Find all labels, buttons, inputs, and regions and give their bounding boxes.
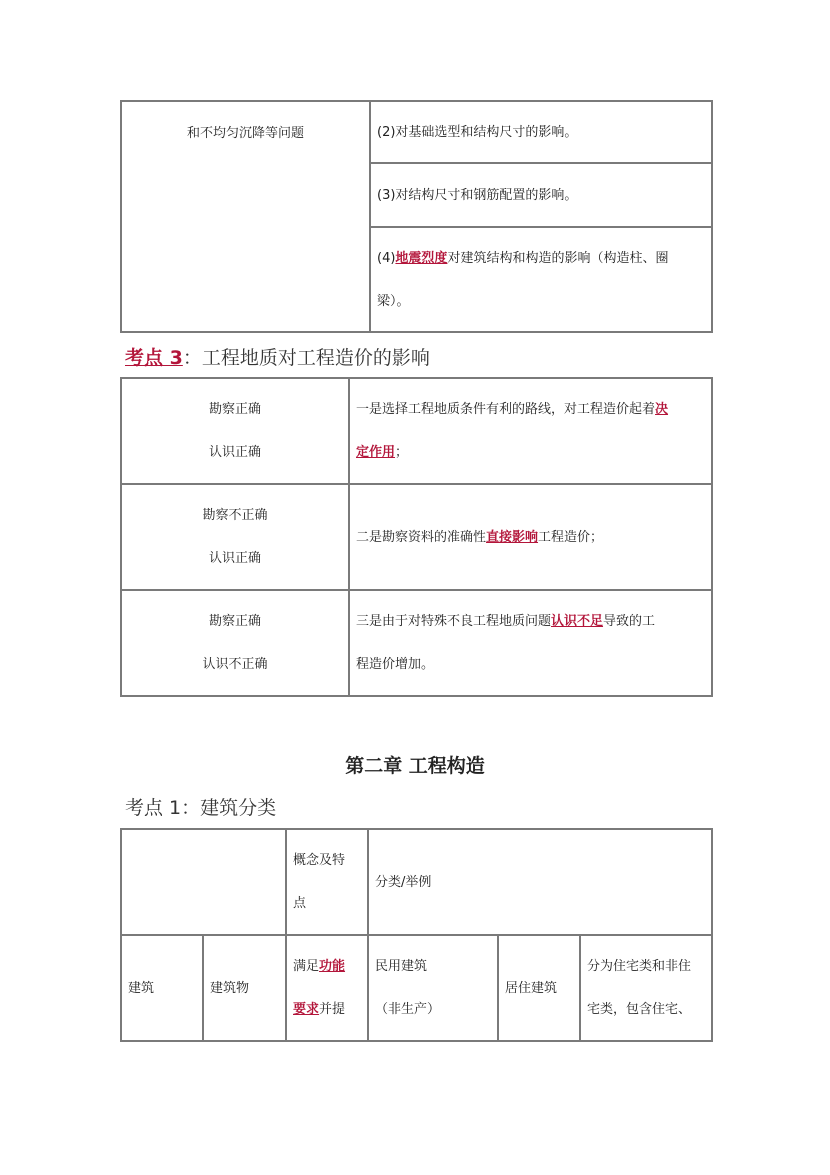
table2-row3-left-line2: 认识不正确 [202, 657, 268, 672]
table2-row3-right-post: 导致的工 [603, 614, 656, 629]
table1-row4-prefix: (4) [377, 250, 396, 266]
table1-left-text: 和不均匀沉降等问题 [186, 126, 304, 141]
table3-row-col2 [203, 935, 286, 1041]
table2-row2-left [121, 484, 349, 590]
table1-row3-text: (3)对结构尺寸和钢筋配置的影响。 [377, 187, 578, 203]
table1-row4 [370, 227, 712, 332]
table2-row3-left [121, 590, 349, 696]
table1-row2-text: (2)对基础选型和结构尺寸的影响。 [377, 124, 578, 140]
table1-left-cell [121, 101, 370, 332]
table3-header-concept [286, 829, 368, 935]
table3-row-col3-hl2: 要求 [293, 1002, 320, 1017]
table3-row-col6 [580, 935, 712, 1041]
table2-row2-left-line1: 勘察不正确 [202, 508, 268, 523]
table2-row1-right-hl1: 决 [655, 402, 669, 417]
table3-row-col6-line2: 宅类，包含住宅、 [587, 1002, 692, 1017]
table3-header-concept-line2: 点 [293, 896, 307, 911]
table3-row-col5-text: 居住建筑 [505, 980, 558, 996]
table1-row2 [370, 101, 712, 163]
geology-cost-table [120, 377, 713, 697]
table2-row1-right-post: ； [395, 445, 409, 460]
heading3-rest: ：工程地质对工程造价的影响 [182, 347, 430, 369]
table3-row-col3 [286, 935, 368, 1041]
table2-row1-right [349, 378, 712, 484]
section-heading-1: 考点 1：建筑分类 [125, 797, 277, 819]
table2-row3-right-hl: 认识不足 [551, 614, 604, 629]
table2-row3-right-line2: 程造价增加。 [356, 657, 435, 672]
table2-row1-left [121, 378, 349, 484]
table1-row4-highlight: 地震烈度 [395, 250, 448, 266]
table3-row-col4-line1: 民用建筑 [375, 959, 428, 974]
foundation-impact-table [120, 100, 713, 333]
table3-header-class [368, 829, 712, 935]
table2-row1-right-hl2: 定作用 [356, 445, 396, 460]
table2-row2-right-pre: 二是勘察资料的准确性 [356, 529, 487, 545]
table3-row-col3-pre: 满足 [293, 959, 320, 974]
section-heading-3 [125, 343, 430, 370]
table2-row3-right [349, 590, 712, 696]
building-classification-table [120, 828, 713, 1042]
table1-row4-line2: 梁）。 [377, 293, 410, 309]
table3-header-empty [121, 829, 286, 935]
table3-row-col4 [368, 935, 498, 1041]
table2-row2-left-line2: 认识正确 [208, 551, 261, 566]
table2-row3-left-line1: 勘察正确 [208, 614, 261, 629]
chapter-title: 第二章 工程构造 [345, 755, 485, 777]
table2-row2-right-hl: 直接影响 [486, 529, 539, 545]
table3-row-col1 [121, 935, 203, 1041]
table3-row-col2-text: 建筑物 [210, 980, 250, 996]
table3-row-col1-text: 建筑 [128, 980, 155, 996]
table3-row-col3-hl1: 功能 [319, 959, 346, 974]
table3-row-col6-line1: 分为住宅类和非住 [587, 959, 692, 974]
heading3-key: 考点 3 [125, 347, 183, 369]
table3-row-col5 [498, 935, 580, 1041]
table2-row2-right [349, 484, 712, 590]
table3-header-concept-line1: 概念及特 [293, 853, 346, 868]
table2-row1-left-line2: 认识正确 [208, 445, 261, 460]
table3-row-col3-post: 并提 [319, 1002, 346, 1017]
table2-row1-right-pre: 一是选择工程地质条件有利的路线，对工程造价起着 [356, 402, 656, 417]
table1-row3 [370, 163, 712, 227]
table3-row-col4-line2: （非生产） [375, 1002, 441, 1017]
table3-header-class-text: 分类/举例 [375, 874, 432, 890]
table1-row4-rest: 对建筑结构和构造的影响（构造柱、圈 [447, 250, 669, 266]
table2-row3-right-pre: 三是由于对特殊不良工程地质问题 [356, 614, 552, 629]
table2-row2-right-post: 工程造价； [538, 529, 604, 545]
table2-row1-left-line1: 勘察正确 [208, 402, 261, 417]
